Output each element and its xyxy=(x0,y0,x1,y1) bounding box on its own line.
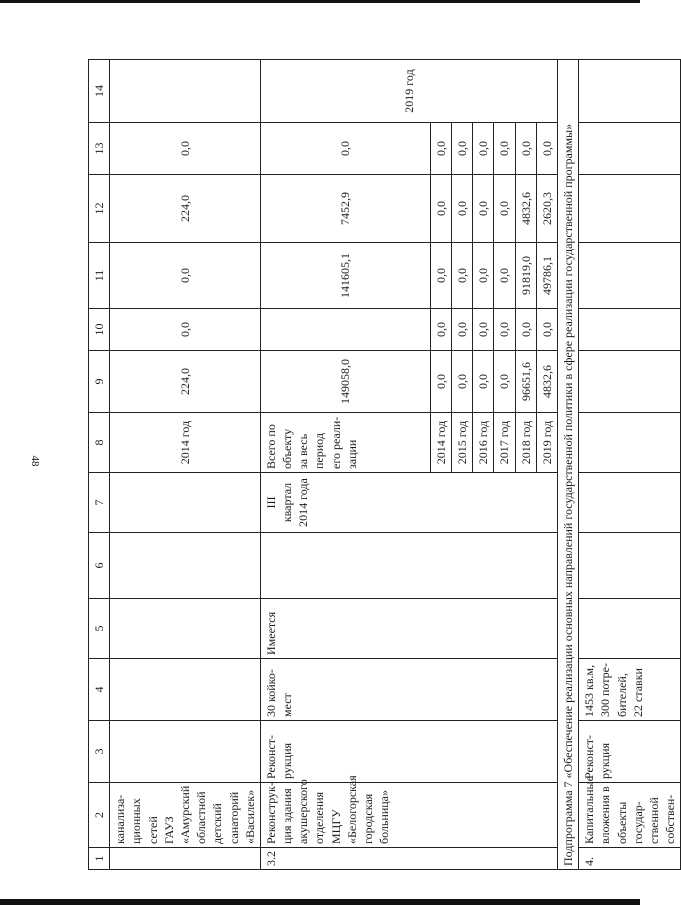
year-row: 2018 год 96651,6 0,0 91819,0 4832,6 0,0 xyxy=(515,60,536,870)
table-row xyxy=(579,60,681,870)
capacity: 1453 кв.м, 300 потре- бителей, 22 ставки xyxy=(579,659,681,721)
page-number: 48 xyxy=(29,455,41,467)
rotated-table-page xyxy=(60,60,678,905)
work-type: Реконст- рукция xyxy=(260,721,557,783)
table-row: канализа- ционных сетей ГАУЗ «Амурский областной детский санаторий «Василек» 2014 год 224,0 0,0 0,0 224,0 0,0 xyxy=(110,60,261,870)
total-label: Всего по объекту за весь период его реали- зации xyxy=(260,413,430,473)
completion-quarter: III квартал 2014 года xyxy=(260,473,557,533)
table-row: 3.2 Реконструк- ция здания акушерского отделения МЦГУ «Белогорская городская больница» Реконст- рукция 30 койко- мест Имеется III квартал 2014 года Всего по объекту за весь период его реали- зации 149058,0 141605,1 7452,9 0,0 2019 год xyxy=(260,60,430,870)
object-name: канализа- ционных сетей ГАУЗ «Амурский областной детский санаторий «Василек» xyxy=(110,783,261,848)
row-number: 3.2 xyxy=(260,848,557,870)
object-name: Реконструк- ция здания акушерского отделения МЦГУ «Белогорская городская больница» xyxy=(260,783,557,848)
subprogram-title: Подпрограмма 7 «Обеспечение реализации основных направлений государственной политики в сфере реализации государственной программы» xyxy=(558,60,579,870)
period-cell: 2014 год xyxy=(110,413,261,473)
scan-edge-top xyxy=(0,0,640,3)
year-row: 2019 год 4832,6 0,0 49786,1 2620,3 0,0 xyxy=(536,60,557,870)
year-row: 2016 год 0,0 0,0 0,0 0,0 0,0 xyxy=(473,60,494,870)
year-row: 2017 год 0,0 0,0 0,0 0,0 0,0 xyxy=(494,60,515,870)
work-type: Реконст- рукция xyxy=(579,721,681,783)
row-number: 4. xyxy=(579,848,681,870)
scan-edge-bottom xyxy=(0,899,640,905)
capacity: 30 койко- мест xyxy=(260,659,557,721)
commission-year: 2019 год xyxy=(260,60,557,123)
investment-table xyxy=(88,59,681,870)
header-row: 1 2 3 4 5 6 7 8 9 10 11 12 13 14 xyxy=(89,60,110,870)
year-row: 2014 год 0,0 0,0 0,0 0,0 0,0 xyxy=(430,60,451,870)
subprogram-row xyxy=(558,60,579,870)
design-status: Имеется xyxy=(260,599,557,659)
object-name: Капитальные вложения в объекты государ- ственной собствен- xyxy=(579,783,681,848)
year-row: 2015 год 0,0 0,0 0,0 0,0 0,0 xyxy=(452,60,473,870)
